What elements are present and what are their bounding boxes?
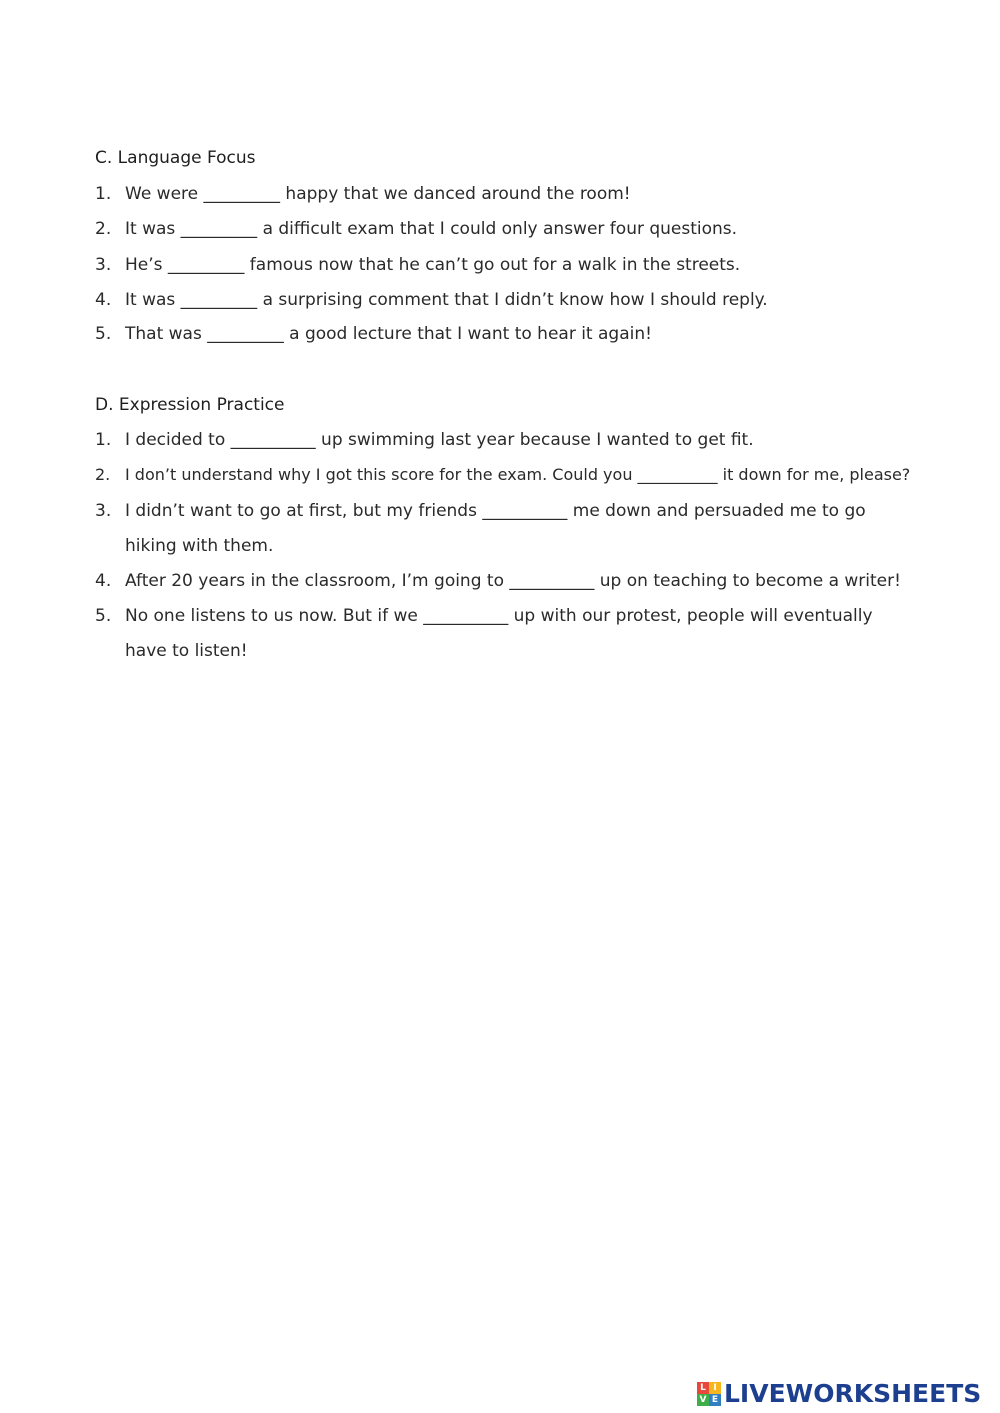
item-number: 2. — [95, 465, 111, 484]
item-number: 1. — [95, 430, 112, 450]
logo-mark-letter: E — [709, 1394, 721, 1406]
section-d-item-3-continuation: hiking with them. — [125, 536, 274, 556]
item-number: 4. — [95, 290, 112, 310]
item-number: 4. — [95, 571, 112, 591]
section-c-item-3 — [95, 254, 740, 276]
logo-mark-letter: V — [697, 1394, 709, 1406]
section-c-item-1 — [95, 183, 631, 205]
item-text: He’s _________ famous now that he can’t go out for a walk in the streets. — [125, 255, 741, 275]
item-number: 1. — [95, 184, 112, 204]
section-d-item-2 — [95, 464, 910, 486]
section-d-item-5-continuation: have to listen! — [125, 641, 248, 661]
item-text: No one listens to us now. But if we __________ up with our protest, people will eventually — [125, 606, 873, 626]
section-c-item-5 — [95, 323, 652, 345]
item-text: I don’t understand why I got this score for the exam. Could you __________ it down for me, please? — [125, 465, 911, 484]
section-d-item-4 — [95, 570, 901, 592]
section-d-item-3 — [95, 500, 866, 522]
logo-text: LIVEWORKSHEETS — [724, 1379, 982, 1408]
section-d-item-5 — [95, 605, 873, 627]
item-number: 2. — [95, 219, 112, 239]
logo-mark-letter: I — [709, 1382, 721, 1394]
item-number: 5. — [95, 324, 112, 344]
section-c-item-2 — [95, 218, 737, 240]
liveworksheets-logo — [697, 1381, 981, 1407]
section-d-item-1 — [95, 429, 754, 451]
item-text: It was _________ a surprising comment that I didn’t know how I should reply. — [125, 290, 768, 310]
item-text: We were _________ happy that we danced around the room! — [125, 184, 631, 204]
item-number: 3. — [95, 501, 112, 521]
item-number: 3. — [95, 255, 112, 275]
section-c-title: C. Language Focus — [95, 148, 256, 168]
section-d-title: D. Expression Practice — [95, 395, 285, 415]
item-text: It was _________ a difficult exam that I could only answer four questions. — [125, 219, 738, 239]
liveworksheets-logo-icon — [697, 1382, 721, 1406]
item-text: I didn’t want to go at first, but my friends __________ me down and persuaded me to go — [125, 501, 866, 521]
item-text: After 20 years in the classroom, I’m going to __________ up on teaching to become a writer! — [125, 571, 901, 591]
item-text: That was _________ a good lecture that I want to hear it again! — [125, 324, 652, 344]
item-number: 5. — [95, 606, 112, 626]
section-c-item-4 — [95, 289, 768, 311]
logo-mark-letter: L — [697, 1382, 709, 1394]
item-text: I decided to __________ up swimming last year because I wanted to get fit. — [125, 430, 754, 450]
